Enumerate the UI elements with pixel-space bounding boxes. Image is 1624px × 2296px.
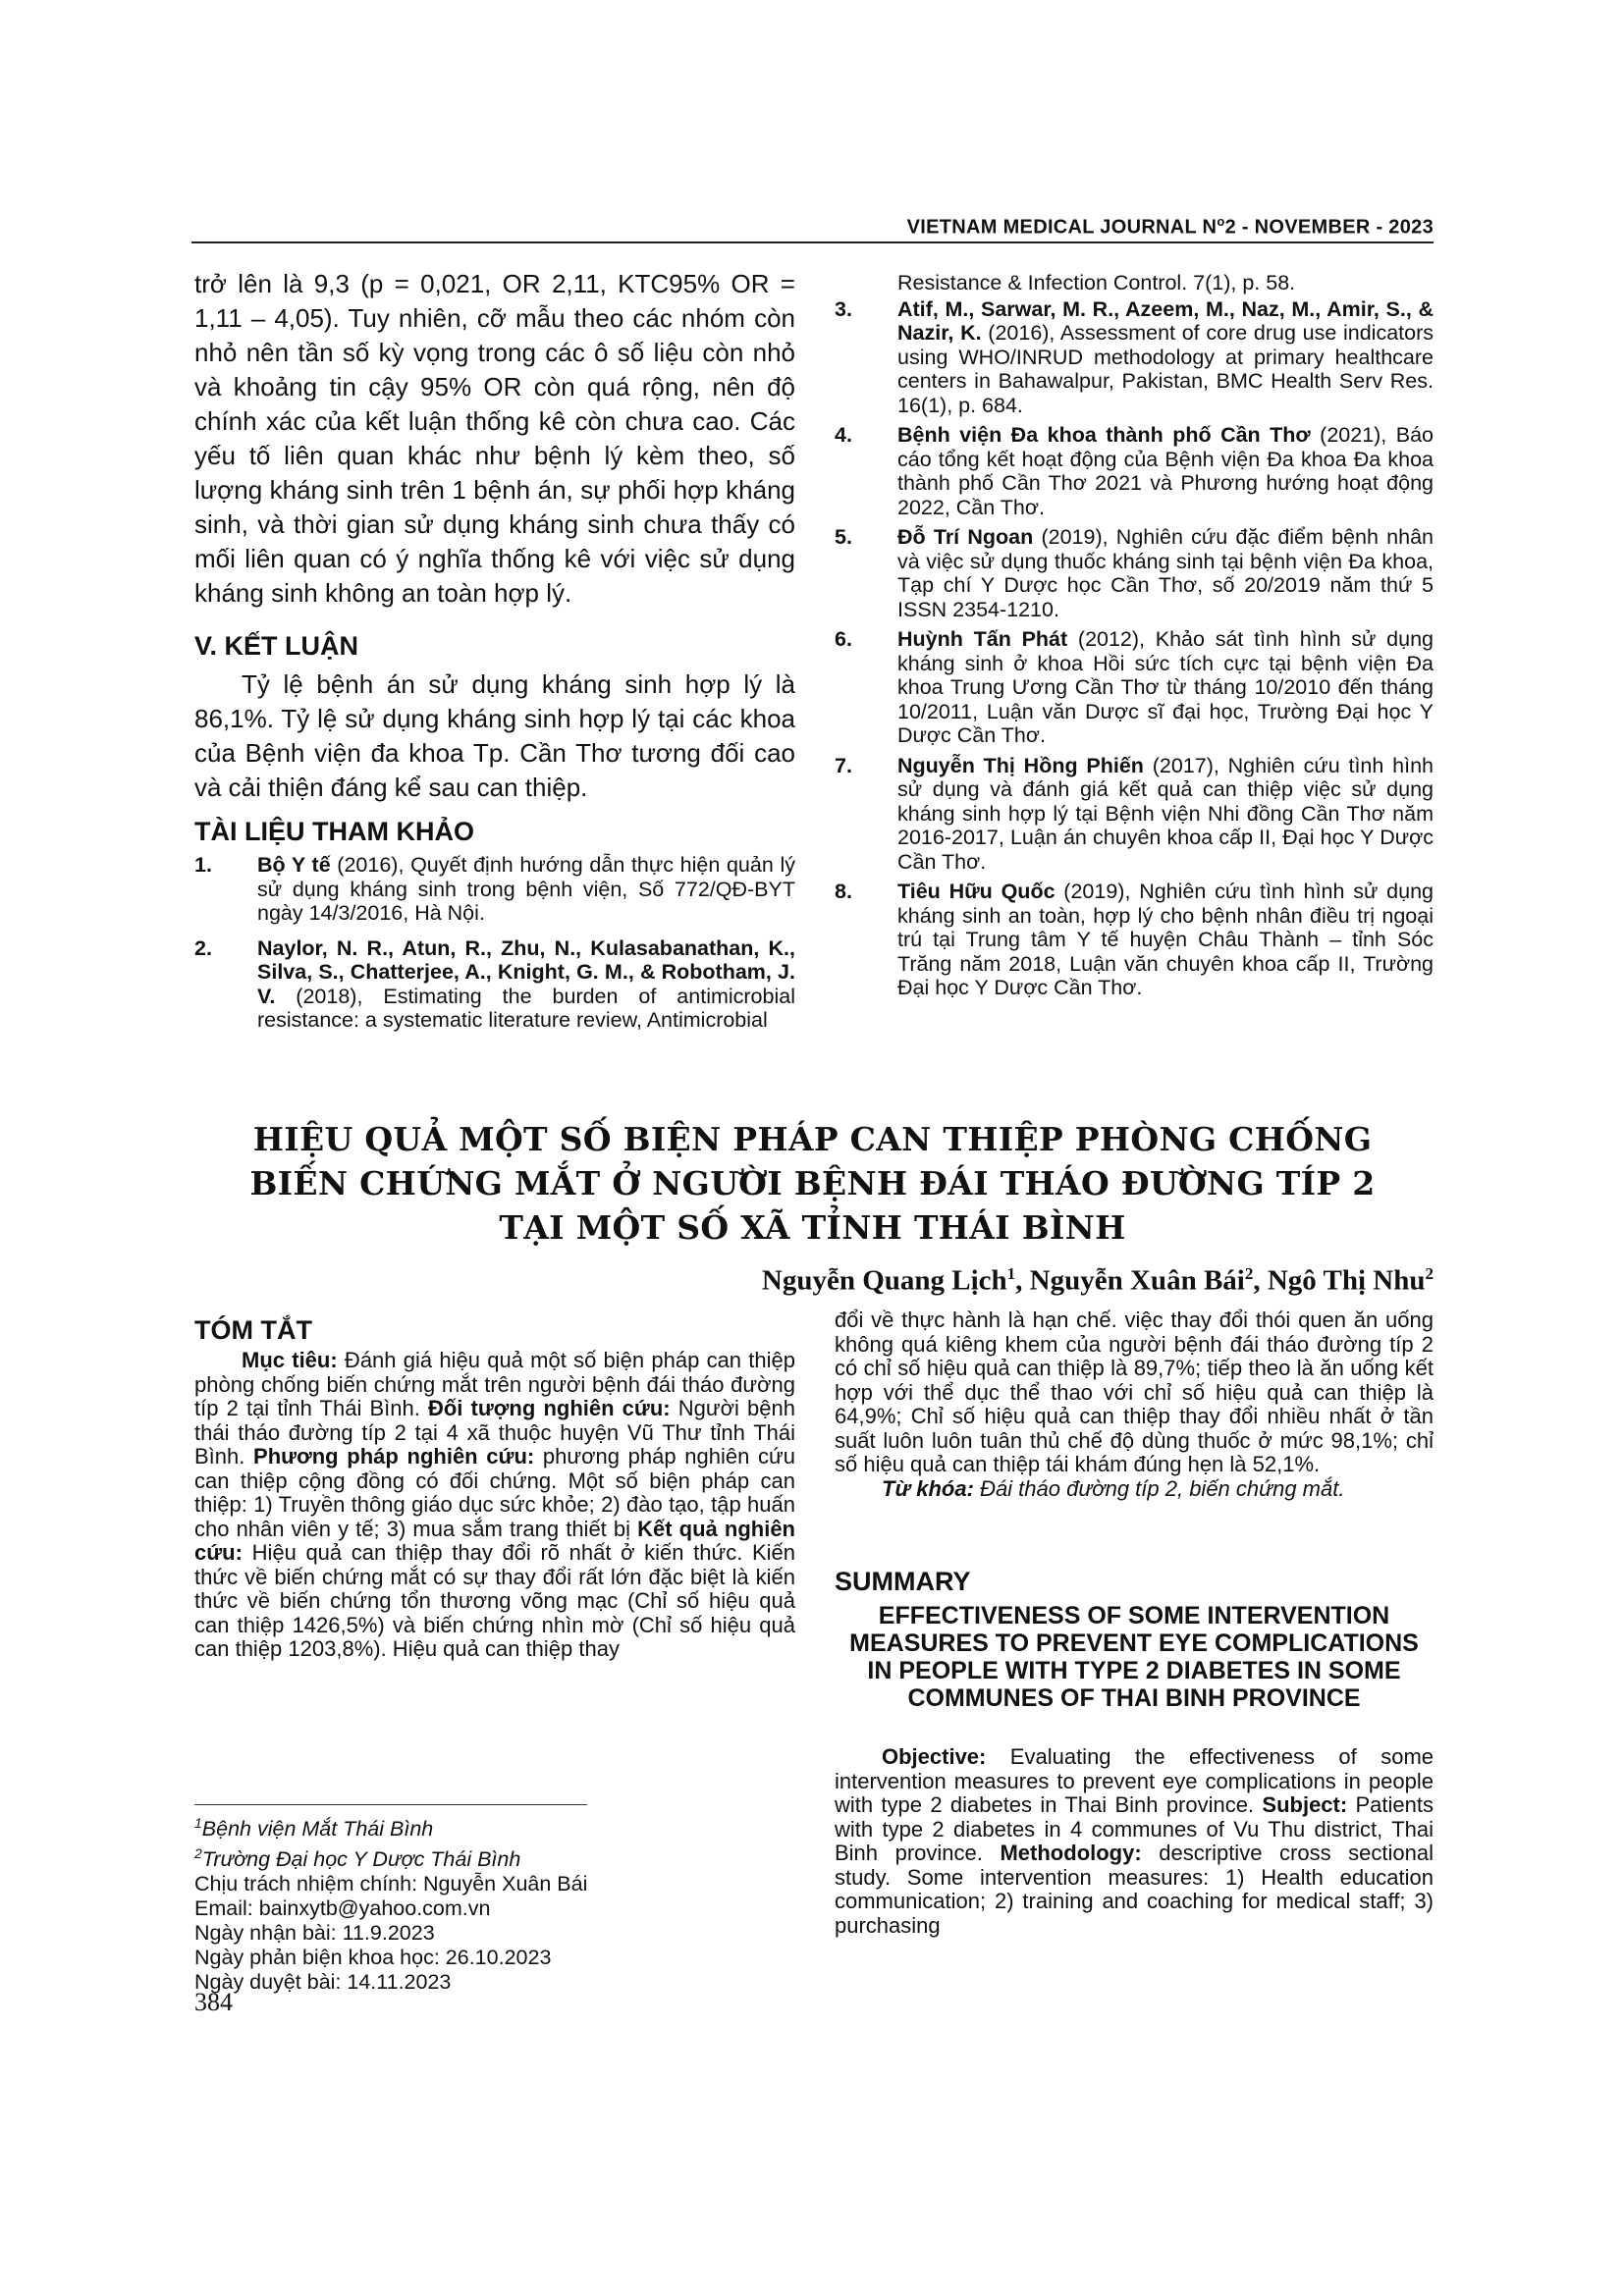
footnotes [194,1811,795,1995]
reference-number: 7. [835,753,852,777]
subject-text: Người bệnh thái tháo đường típ 2 tại 4 xã thuộc huyện Vũ Thư tỉnh Thái Bình. [194,1396,795,1468]
footnote-rule [194,1804,587,1805]
reference-number: 5. [835,525,852,549]
reference-authors: Naylor, N. R., Atun, R., Zhu, N., Kulasabanathan, K., Silva, S., Chatterjee, A., Knight, G. M., & Robotham, J. V. [257,935,795,1008]
reference-text: (2017), Nghiên cứu tình hình sử dụng và đánh giá kết quả can thiệp việc sử dụng kháng sinh hợp lý tại Bệnh viện Nhi đồng Cần Thơ năm 2016-2017, Luận án chuyên khoa cấp II, Đại học Y Dược Cần Thơ. [897,753,1434,874]
method-label: Methodology: [1000,1841,1142,1865]
method-text: descriptive cross sectional study. Some intervention measures: 1) Health education communication; 2) training and coaching for medical staff; 3) purchasing [835,1841,1434,1938]
subject-label: Đối tượng nghiên cứu: [427,1396,671,1420]
reference-number: 1. [194,853,212,877]
reference-text: (2019), Nghiên cứu tình hình sử dụng kháng sinh an toàn, hợp lý cho bệnh nhân điều trị ngoại trú tại Trung tâm Y tế huyện Châu Thành – tỉnh Sóc Trăng năm 2018, Luận văn chuyên khoa cấp II, Trường Đại học Y Dược Cần Thơ. [897,880,1434,999]
discussion-paragraph: trở lên là 9,3 (p = 0,021, OR 2,11, KTC95% OR = 1,11 – 4,05). Tuy nhiên, cỡ mẫu theo các nhóm còn nhỏ nên tần số kỳ vọng trong các ô số liệu còn nhỏ và khoảng tin cậy 95% OR còn quá rộng, nên độ chính xác của kết luận thống kê còn chưa cao. Các yếu tố liên quan khác như bệnh lý kèm theo, số lượng kháng sinh trên 1 bệnh án, sự phối hợp kháng sinh, và thời gian sử dụng kháng sinh chưa thấy có mối liên quan có ý nghĩa thống kê với việc sử dụng kháng sinh không an toàn hợp lý. [194,269,795,608]
author-affiliation: 2 [1425,1264,1434,1283]
affiliation-number: 2 [194,1845,202,1862]
method-label: Phương pháp nghiên cứu: [253,1444,535,1468]
reference-item [835,627,1434,748]
subject-label: Subject: [1262,1792,1348,1817]
affiliation-number: 1 [194,1815,202,1831]
objective-text: Đánh giá hiệu quả một số biện pháp can thiệp phòng chống biến chứng mắt trên người bệnh đái tháo đường típ 2 tại tỉnh Thái Bình. [194,1348,795,1420]
summary-paragraph [835,1745,1434,1938]
affiliation [194,1811,795,1842]
corresponding-author: Chịu trách nhiệm chính: Nguyễn Xuân Bái [194,1872,588,1896]
abstract-vi-continued [835,1308,1434,1501]
abstract-continuation: đổi về thực hành là hạn chế. việc thay đổi thói quen ăn uống không quá kiêng khem của người bệnh đái tháo đường típ 2 có chỉ số hiệu quả can thiệp là 89,7%; tiếp theo là ăn uống kết hợp với thể dục thể thao với chỉ số hiệu quả can thiệp là 64,9%; Chỉ số hiệu quả can thiệp thay đổi nhiều nhất ở tần suất luôn luôn tuân thủ chế độ dùng thuốc ở mức 98,1%; chỉ số hiệu quả can thiệp tái khám đúng hẹn là 52,1%. [835,1308,1434,1476]
reference-number: 2. [194,935,212,960]
header-rule [191,241,1434,243]
journal-header [191,214,1434,240]
reference-authors: Nguyễn Thị Hồng Phiến [897,753,1144,777]
title-line: HIỆU QUẢ MỘT SỐ BIỆN PHÁP CAN THIỆP PHÒNG CHỐNG [252,1120,1373,1158]
reference-item [194,853,795,926]
author-list: Nguyễn Quang Lịch$^1$, Nguyễn Xuân Bái$^2$, Ngô Thị Nhu$^2$ [761,1264,1434,1297]
reference-text: (2019), Nghiên cứu đặc điểm bệnh nhân và việc sử dụng thuốc kháng sinh tại bệnh viện Đa khoa, Tạp chí Y Dược học Cần Thơ, số 20/2019 năm thứ 5 ISSN 2354-1210. [897,525,1434,621]
results-label: Kết quả nghiên cứu: [194,1516,795,1565]
reference-authors: Atif, M., Sarwar, M. R., Azeem, M., Naz, M., Amir, S., & Nazir, K. [897,296,1434,345]
affiliation-text: Bệnh viện Mắt Thái Bình [201,1817,434,1842]
subject-text: Patients with type 2 diabetes in 4 communes of Vu Thu district, Thai Binh province. [835,1792,1435,1865]
journal-name: VIETNAM MEDICAL JOURNAL N [906,216,1218,239]
reference-item [835,297,1434,418]
reference-text: (2012), Khảo sát tình hình sử dụng kháng sinh ở khoa Hồi sức tích cực tại bệnh viện Đa khoa Trung Ương Cần Thơ từ tháng 10/2010 đến tháng 10/2011, Luận văn Dược sĩ đại học, Trường Đại học Y Dược Cần Thơ. [897,627,1434,747]
conclusion-text [194,667,795,805]
reference-item [835,525,1434,621]
abstract-paragraph [194,1349,795,1662]
reference-number: 3. [835,296,852,321]
objective-label: Mục tiêu: [242,1348,338,1372]
reference-item [835,754,1434,875]
reference-text: (2016), Assessment of core drug use indicators using WHO/INRUD methodology at primary healthcare centers in Bahawalpur, Pakistan, BMC Health Serv Res. 16(1), p. 684. [897,321,1435,417]
article-title [191,1117,1434,1250]
author-affiliation: 2 [1244,1264,1254,1283]
references-left [194,853,795,1033]
journal-number-sup: o [1217,214,1225,229]
conclusion-heading: V. KẾT LUẬN [194,631,359,661]
reference-authors: Huỳnh Tấn Phát [897,627,1068,651]
reference-authors: Bệnh viện Đa khoa thành phố Cần Thơ [897,423,1311,447]
reference-authors: Đỗ Trí Ngoan [897,525,1034,549]
keywords [835,1477,1434,1502]
title-line: TẠI MỘT SỐ XÃ TỈNH THÁI BÌNH [499,1208,1126,1247]
reference-text: (2016), Quyết định hướng dẫn thực hiện quản lý sử dụng kháng sinh trong bệnh viện, Số 772/QĐ-BYT ngày 14/3/2016, Hà Nội. [257,853,795,925]
reference-authors: Bộ Y tế [257,853,331,877]
accepted-date: Ngày duyệt bài: 14.11.2023 [194,1970,452,1995]
reference-item [194,936,795,1033]
reference-item [835,880,1434,1000]
method-text: phương pháp nghiên cứu can thiệp cộng đồng có đối chứng. Một số biện pháp can thiệp: 1) Truyền thông giáo dục sức khỏe; 2) đào tạo, tập huấn cho nhân viên y tế; 3) mua sắm trang thiết bị [194,1444,796,1541]
reference-item [835,423,1434,519]
page-number: 384 [194,1988,233,2016]
affiliation-text: Trường Đại học Y Dược Thái Bình [201,1847,521,1872]
abstract-vi [194,1349,795,1662]
conclusion-paragraph: Tỷ lệ bệnh án sử dụng kháng sinh hợp lý là 86,1%. Tỷ lệ sử dụng kháng sinh hợp lý tại các khoa của Bệnh viện đa khoa Tp. Cần Thơ tương đối cao và cải thiện đáng kể sau can thiệp. [194,669,795,802]
reference-authors: Tiêu Hữu Quốc [897,880,1056,903]
title-line: BIẾN CHỨNG MẮT Ở NGƯỜI BỆNH ĐÁI THÁO ĐƯỜNG TÍP 2 [249,1164,1376,1202]
keywords-text: Đái tháo đường típ 2, biến chứng mắt. [973,1475,1345,1501]
references-heading: TÀI LIỆU THAM KHẢO [194,817,474,846]
abstract-heading: TÓM TẮT [194,1315,312,1345]
email-line[interactable]: Email: bainxytb@yahoo.com.vn [194,1896,491,1921]
author-name: Nguyễn Xuân Bái [1029,1264,1245,1297]
references-right [835,271,1434,1000]
author-name: Nguyễn Quang Lịch [761,1264,1007,1297]
objective-text: Evaluating the effectiveness of some intervention measures to prevent eye complications in people with type 2 diabetes in Thai Binh province. [835,1744,1434,1817]
reference-text: (2018), Estimating the burden of antimicrobial resistance: a systematic literature review, Antimicrobial [257,984,795,1032]
reference-text: Resistance & Infection Control. 7(1), p. 58. [897,271,1296,294]
reference-text: (2021), Báo cáo tổng kết hoạt động của Bệnh viện Đa khoa Đa khoa thành phố Cần Thơ 2021 và Phương hướng hoạt động 2022, Cần Thơ. [897,423,1434,519]
summary-title: EFFECTIVENESS OF SOME INTERVENTION MEASURES TO PREVENT EYE COMPLICATIONS IN PEOPLE WITH TYPE 2 DIABETES IN SOME COMMUNES OF THAI BINH PROVINCE [849,1602,1419,1712]
results-text: Hiệu quả can thiệp thay đổi rõ nhất ở kiến thức. Kiến thức về biến chứng mắt có sự thay đổi rất lớn đặc biệt là kiến thức về biến chứng tổn thương võng mạc (Chỉ số hiệu quả can thiệp 1426,5%) và biến chứng nhìn mờ (Chỉ số hiệu quả can thiệp 1203,8%). Hiệu quả can thiệp thay [194,1540,795,1661]
author-name: Ngô Thị Nhu [1267,1264,1426,1297]
reference-number: 6. [835,627,852,651]
keywords-label: Từ khóa: [882,1475,974,1501]
reference-number: 4. [835,423,852,447]
objective-label: Objective: [882,1744,987,1769]
summary-heading: SUMMARY [835,1567,971,1596]
journal-issue: 2 - NOVEMBER - 2023 [1224,216,1434,239]
reference-number: 8. [835,880,852,903]
received-date: Ngày nhận bài: 11.9.2023 [194,1921,435,1946]
summary-en [835,1745,1434,1938]
author-affiliation: 1 [1006,1264,1016,1283]
affiliation [194,1842,795,1872]
review-date: Ngày phản biện khoa học: 26.10.2023 [194,1946,552,1970]
reference-continuation [835,271,1434,295]
